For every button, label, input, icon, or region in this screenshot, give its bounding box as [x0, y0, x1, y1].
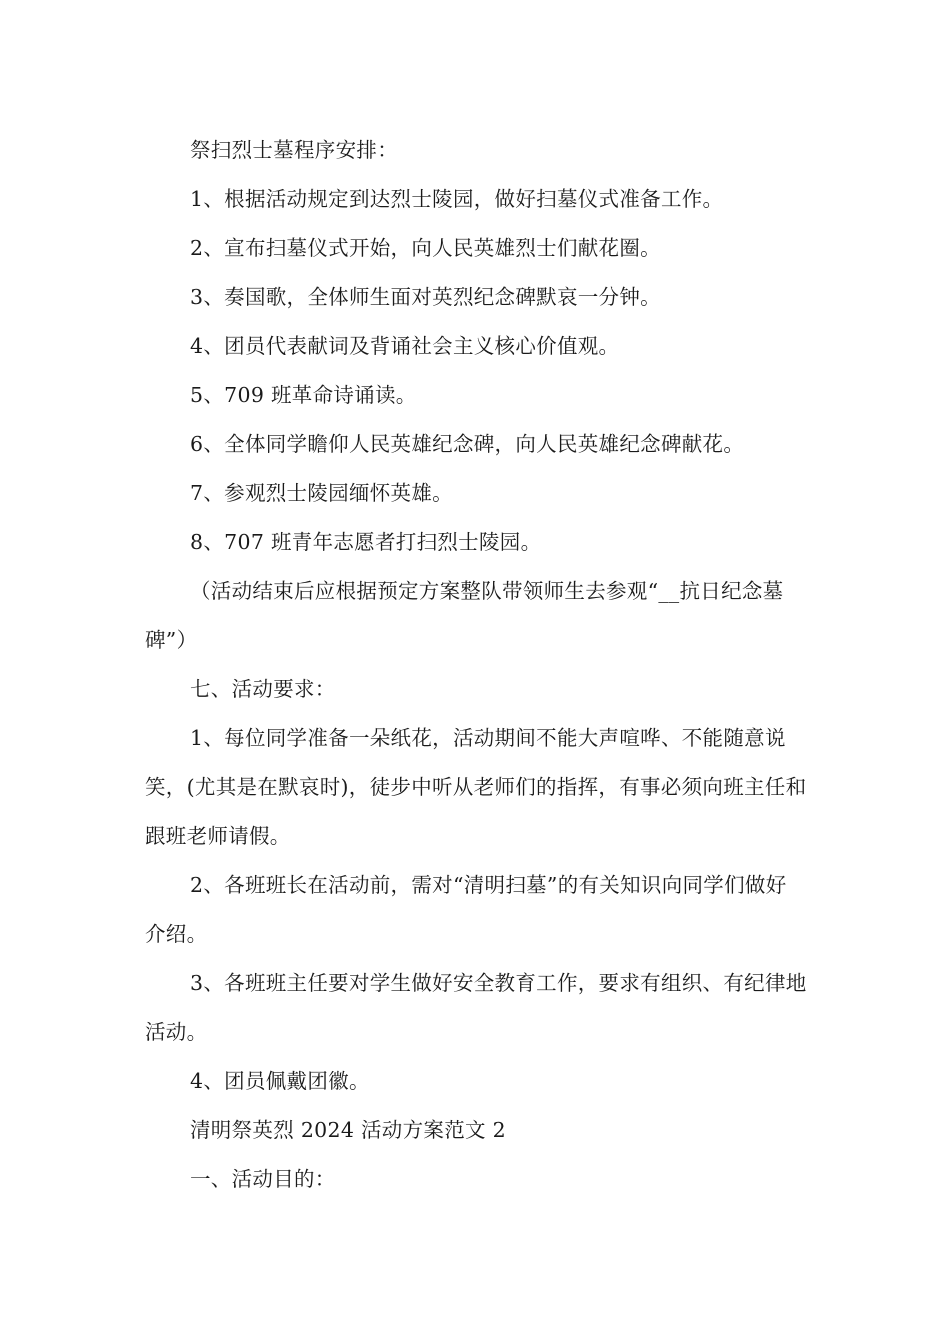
section-heading-purpose: 一、活动目的： — [190, 1167, 336, 1191]
requirement-1: 1、每位同学准备一朵纸花，活动期间不能大声喧哗、不能随意说笑，(尤其是在默哀时)，徒步中听从老师们的指挥，有事必须向班主任和跟班老师请假。 — [145, 726, 807, 848]
program-step-1: 1、根据活动规定到达烈士陵园，做好扫墓仪式准备工作。 — [190, 187, 724, 211]
requirement-4: 4、团员佩戴团徽。 — [190, 1069, 370, 1093]
requirement-3: 3、各班班主任要对学生做好安全教育工作，要求有组织、有纪律地活动。 — [145, 971, 807, 1044]
section-heading-requirements: 七、活动要求： — [190, 677, 336, 701]
program-step-6: 6、全体同学瞻仰人民英雄纪念碑，向人民英雄纪念碑献花。 — [190, 432, 745, 456]
requirement-2: 2、各班班长在活动前，需对“清明扫墓”的有关知识向同学们做好介绍。 — [145, 873, 787, 946]
program-step-5: 5、709 班革命诗诵读。 — [190, 383, 417, 407]
program-step-7: 7、参观烈士陵园缅怀英雄。 — [190, 481, 453, 505]
next-document-title: 清明祭英烈 2024 活动方案范文 2 — [190, 1118, 506, 1142]
program-heading: 祭扫烈士墓程序安排： — [190, 138, 398, 162]
document-body — [145, 126, 807, 1204]
program-note: （活动结束后应根据预定方案整队带领师生去参观“__抗日纪念墓碑”） — [145, 579, 784, 652]
program-step-8: 8、707 班青年志愿者打扫烈士陵园。 — [190, 530, 542, 554]
program-step-3: 3、奏国歌，全体师生面对英烈纪念碑默哀一分钟。 — [190, 285, 661, 309]
program-step-2: 2、宣布扫墓仪式开始，向人民英雄烈士们献花圈。 — [190, 236, 661, 260]
program-step-4: 4、团员代表献词及背诵社会主义核心价值观。 — [190, 334, 620, 358]
